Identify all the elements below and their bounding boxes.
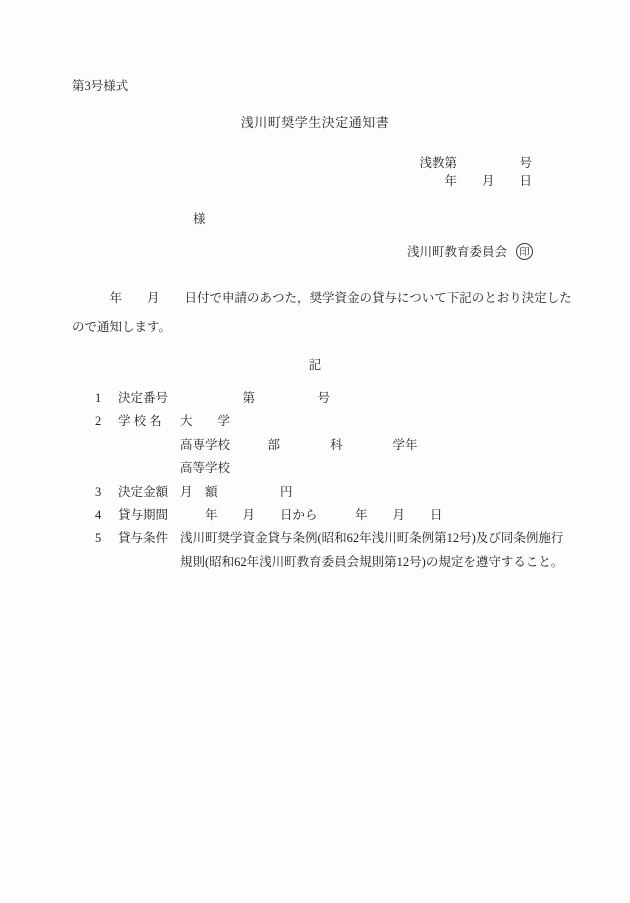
item-value-line: 高専学校 部 科 学年 (180, 437, 418, 452)
seal-icon: 印 (516, 243, 533, 260)
item-value-line: 規則(昭和62年浅川町教育委員会規則第12号)の規定を遵守すること。 (180, 554, 564, 569)
item-value (180, 527, 565, 574)
sender-line (407, 242, 533, 260)
list-item (95, 410, 565, 480)
list-item (95, 527, 565, 574)
item-label: 貸与条件 (118, 531, 169, 546)
item-value (180, 504, 565, 527)
body-paragraph (72, 284, 572, 342)
item-value-line: 大 学 (180, 414, 231, 429)
list-item (95, 481, 565, 504)
sender-name: 浅川町教育委員会 (406, 245, 507, 259)
item-number: 5 (95, 531, 102, 546)
form-number: 第3号様式 (72, 79, 129, 93)
item-number: 2 (95, 414, 102, 429)
item-value-line: 年 月 日から 年 月 日 (180, 508, 443, 523)
item-value-line: 浅川町奨学資金貸与条例(昭和62年浅川町条例第12号)及び同条例施行 (180, 531, 564, 546)
item-value-line: 第 号 (180, 391, 331, 405)
body-line: ので通知します。 (72, 320, 172, 334)
body-line: 年 月 日付で申請のあつた，奨学資金の貸与について下記のとおり決定した (72, 291, 572, 305)
item-label: 決定金額 (118, 484, 169, 499)
item-value (180, 410, 565, 480)
item-label: 学 校 名 (118, 414, 162, 429)
list-item (95, 504, 565, 527)
addressee-honorific: 様 (193, 212, 206, 226)
decision-list (95, 387, 565, 574)
document-number-line: 浅教第 号 (419, 156, 532, 170)
item-label: 貸与期間 (118, 508, 169, 523)
item-number: 1 (95, 391, 102, 405)
item-label: 決定番号 (118, 391, 169, 405)
record-heading: 記 (308, 358, 322, 372)
item-value (180, 481, 565, 504)
item-value-line: 月 額 円 (180, 484, 293, 499)
item-value-line: 高等学校 (180, 461, 231, 476)
item-number: 4 (95, 508, 102, 523)
document-title: 浅川町奨学生決定通知書 (240, 115, 390, 130)
date-line: 年 月 日 (444, 174, 532, 188)
list-item (95, 387, 565, 410)
item-number: 3 (95, 484, 102, 499)
item-value (180, 387, 565, 410)
